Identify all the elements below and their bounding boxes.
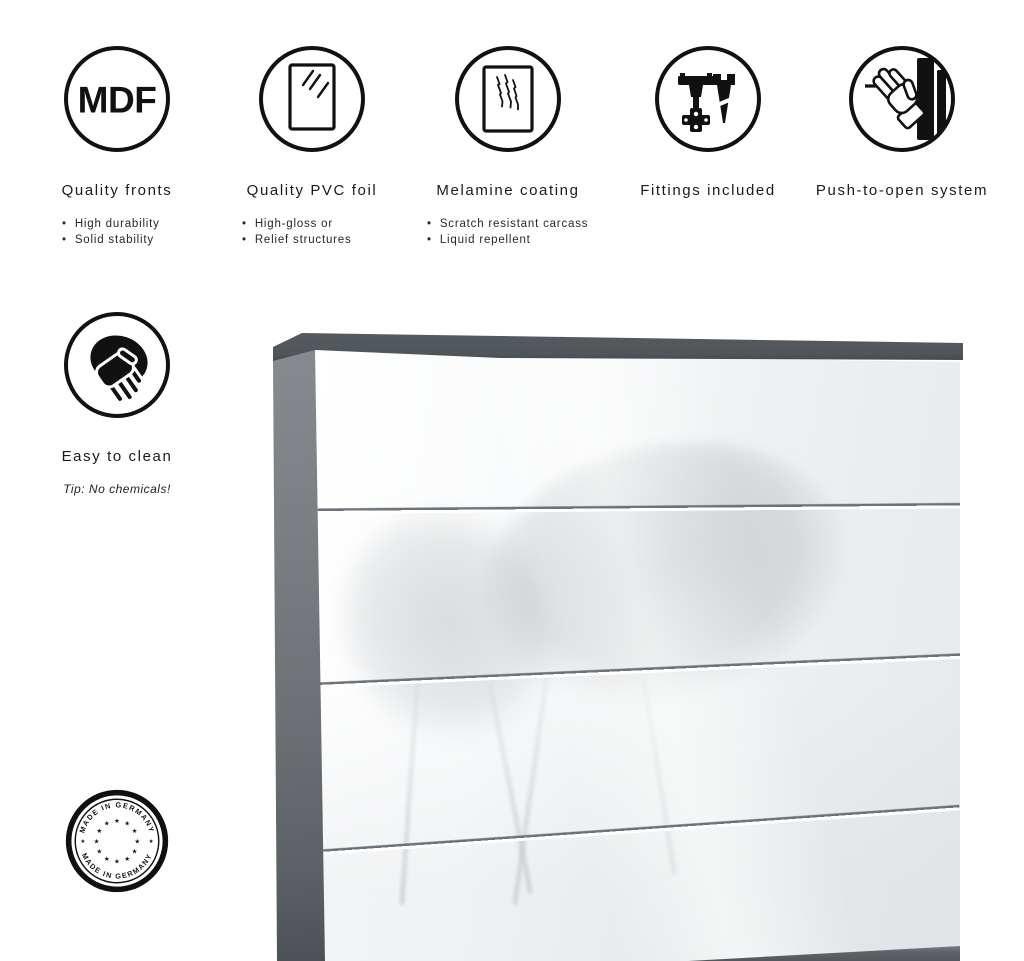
- made-in-germany-stamp: [61, 785, 173, 897]
- drawer-gap-1: [315, 502, 961, 514]
- svg-text:★: ★: [103, 820, 110, 828]
- easy-to-clean-section: [7, 310, 227, 496]
- bullet-item: [242, 216, 422, 232]
- cabinet-base: [688, 944, 960, 961]
- svg-text:★: ★: [103, 855, 110, 863]
- chair-reflection-seat: [289, 460, 606, 785]
- svg-text:★: ★: [114, 817, 120, 825]
- svg-text:★: ★: [93, 838, 100, 846]
- drawer1-top-highlight: [315, 350, 961, 362]
- bullet-icon: •: [62, 218, 67, 230]
- melamine-icon: [453, 44, 563, 154]
- feature-bullets: [202, 216, 422, 248]
- feature-quality-fronts: [7, 44, 227, 248]
- bullet-text: Solid stability: [74, 234, 154, 246]
- bullet-icon: •: [242, 218, 247, 230]
- bullet-icon: •: [62, 234, 67, 246]
- feature-melamine: [398, 44, 618, 248]
- feature-title: Quality PVC foil: [246, 182, 378, 199]
- feature-title: Fittings included: [640, 182, 776, 199]
- feature-title: Push-to-open system: [815, 182, 989, 199]
- bullet-item: [242, 232, 422, 248]
- svg-text:★: ★: [96, 848, 103, 856]
- svg-text:★: ★: [131, 848, 138, 856]
- stamp-text-bottom: MADE IN GERMANY: [79, 851, 155, 881]
- svg-text:★: ★: [114, 858, 120, 866]
- bullet-text: High-gloss or: [254, 218, 333, 230]
- bullet-icon: •: [242, 234, 247, 246]
- feature-title: Melamine coating: [436, 182, 580, 199]
- svg-text:★: ★: [96, 828, 103, 836]
- chair-reflection-leg: [399, 680, 420, 905]
- clean-title: Easy to clean: [61, 448, 173, 465]
- svg-text:★: ★: [80, 839, 86, 846]
- gloss-sheen: [313, 348, 960, 961]
- bullet-icon: •: [427, 234, 432, 246]
- cabinet-side-panel: [273, 345, 325, 961]
- svg-text:★: ★: [124, 855, 131, 863]
- wipe-clean-icon: [62, 310, 172, 420]
- chair-reflection-leg: [512, 672, 550, 905]
- drawer-gap-3: [320, 804, 960, 855]
- bullet-item: [427, 232, 618, 248]
- feature-pvc-foil: [202, 44, 422, 248]
- drawer-gap-2: [317, 653, 961, 688]
- door-panel: [917, 58, 934, 140]
- bullet-item: [427, 216, 618, 232]
- clean-tip: Tip: No chemicals!: [63, 482, 171, 496]
- drawer-fronts: [313, 348, 960, 961]
- fittings-icon: [653, 44, 763, 154]
- bullet-icon: •: [427, 218, 432, 230]
- feature-push-to-open: [792, 44, 1012, 201]
- svg-text:★: ★: [124, 820, 131, 828]
- bullet-text: Relief structures: [254, 234, 352, 246]
- chair-reflection-leg: [640, 672, 677, 875]
- feature-bullets: [7, 216, 227, 248]
- mdf-badge-icon: [62, 44, 172, 154]
- feature-fittings: [598, 44, 818, 201]
- cabinet-top-panel: [273, 331, 963, 363]
- feature-bullets: [398, 216, 618, 248]
- svg-text:★: ★: [148, 839, 154, 846]
- svg-text:★: ★: [131, 828, 138, 836]
- push-to-open-icon: [847, 44, 957, 154]
- bullet-text: High durability: [74, 218, 160, 230]
- feature-title: Quality fronts: [61, 182, 173, 199]
- pvc-foil-icon: [257, 44, 367, 154]
- svg-text:★: ★: [134, 838, 141, 846]
- chair-reflection-back: [458, 409, 873, 735]
- chair-reflection-leg: [487, 682, 533, 894]
- drawer-left-highlight: [305, 351, 318, 959]
- stamp-text-top: MADE IN GERMANY: [77, 800, 157, 835]
- bullet-text: Scratch resistant carcass: [439, 218, 589, 230]
- bullet-text: Liquid repellent: [439, 234, 531, 246]
- mdf-label: MDF: [77, 79, 157, 121]
